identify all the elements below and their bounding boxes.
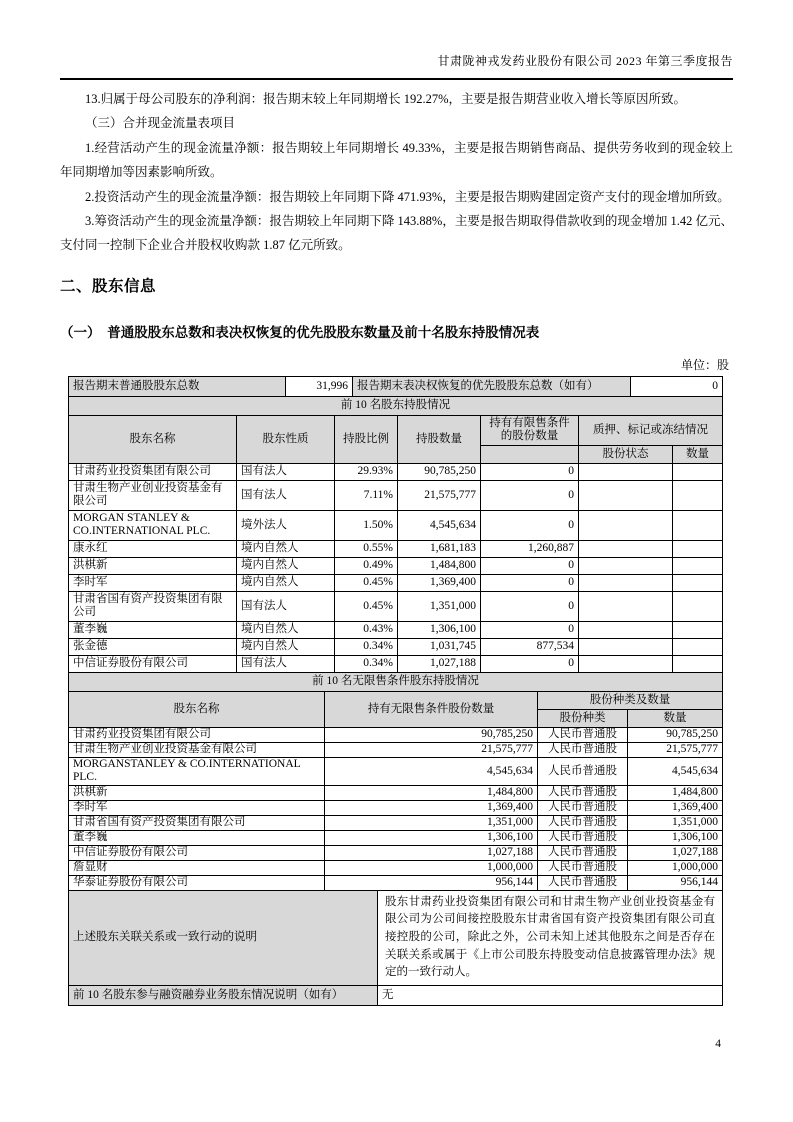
restricted-shares-cell: 0 <box>481 557 579 574</box>
share-type-cell: 人民币普通股 <box>538 727 628 742</box>
shareholder-name-cell: 张金德 <box>69 638 237 655</box>
holding-ratio-cell: 0.49% <box>335 557 398 574</box>
document-header <box>60 52 733 80</box>
top10-table-row <box>69 510 723 540</box>
share-type-cell: 人民币普通股 <box>538 875 628 890</box>
col-header-holding-ratio: 持股比例 <box>335 415 398 463</box>
pledge-qty-cell <box>673 540 723 557</box>
shareholder-name-cell: 甘肃省国有资产投资集团有限公司 <box>69 591 237 621</box>
shareholder-nature-cell: 国有法人 <box>237 480 335 510</box>
shareholder-count-row <box>69 376 723 396</box>
shareholder-nature-cell: 国有法人 <box>237 591 335 621</box>
unit-label: 单位：股 <box>680 357 729 372</box>
shareholder-nature-cell: 国有法人 <box>237 463 335 480</box>
top10-shareholders-table <box>68 396 723 673</box>
relation-note-text: 股东甘肃药业投资集团有限公司和甘肃生物产业创业投资基金有限公司为公司间接控股股东甘肃省国有资产投资集团有限公司直接控股的公司，除此之外，公司未知上述其他股东之间是否存在关联关系或属于《上市公司股东持股变动信息披露管理办法》规定的一致行动人。 <box>378 890 723 985</box>
share-qty-cell: 1,351,000 <box>628 815 723 830</box>
relation-note-row <box>69 890 723 985</box>
col-header-holding-shares: 持股数量 <box>398 415 481 463</box>
holding-ratio-cell: 0.55% <box>335 540 398 557</box>
paragraph-net-profit: 13.归属于母公司股东的净利润：报告期末较上年同期增长 192.27%，主要是报告期营业收入增长等原因所致。 <box>85 92 687 106</box>
shareholder-name-cell: MORGAN STANLEY & CO.INTERNATIONAL PLC. <box>69 510 237 540</box>
holding-shares-cell: 21,575,777 <box>398 480 481 510</box>
top10-table-row <box>69 480 723 510</box>
col-header-shareholder-nature: 股东性质 <box>237 415 335 463</box>
share-qty-cell: 21,575,777 <box>628 742 723 757</box>
holding-ratio-cell: 0.34% <box>335 655 398 672</box>
unrestricted-shares-cell: 1,306,100 <box>325 830 538 845</box>
shareholder-nature-cell: 境内自然人 <box>237 621 335 638</box>
shareholder-nature-cell: 境内自然人 <box>237 574 335 591</box>
shareholder-name-cell: 洪棋新 <box>69 557 237 574</box>
shareholder-count-table <box>68 376 723 397</box>
top10-table-body <box>69 463 723 672</box>
shareholder-name-cell: 中信证券股份有限公司 <box>69 655 237 672</box>
pledge-status-cell <box>579 591 673 621</box>
restricted-shares-cell: 0 <box>481 480 579 510</box>
unrestricted-table-title: 前 10 名无限售条件股东持股情况 <box>69 672 723 691</box>
unrestricted-name-cell: 董李巍 <box>69 830 325 845</box>
holding-shares-cell: 1,031,745 <box>398 638 481 655</box>
shareholder-nature-cell: 境内自然人 <box>237 638 335 655</box>
paragraph-financing-cashflow: 3.筹资活动产生的现金流量净额：报告期较上年同期下降 143.88%，主要是报告期取得借款收到的现金增加 1.42 亿元、支付同一控制下企业合并股权收购款 1.87 亿元所致。 <box>60 214 733 253</box>
section-heading-shareholder-info: 二、股东信息 <box>60 277 157 295</box>
page-content <box>60 87 733 1006</box>
restricted-shares-cell: 0 <box>481 510 579 540</box>
unrestricted-name-cell: 甘肃生物产业创业投资基金有限公司 <box>69 742 325 757</box>
share-type-cell: 人民币普通股 <box>538 742 628 757</box>
holding-ratio-cell: 0.45% <box>335 591 398 621</box>
unrestricted-table-row <box>69 742 723 757</box>
col-header-pledge-status: 股份状态 <box>579 445 673 463</box>
col-header-unrestricted-shares: 持有无限售条件股份数量 <box>325 691 538 727</box>
pledge-qty-cell <box>673 463 723 480</box>
top10-table-row <box>69 638 723 655</box>
holding-ratio-cell: 1.50% <box>335 510 398 540</box>
restricted-shares-cell: 0 <box>481 655 579 672</box>
col-header-shareholder-name: 股东名称 <box>69 415 237 463</box>
unrestricted-name-cell: 洪棋新 <box>69 785 325 800</box>
unrestricted-shares-cell: 1,369,400 <box>325 800 538 815</box>
share-qty-cell: 4,545,634 <box>628 757 723 785</box>
unrestricted-name-cell: 詹显财 <box>69 860 325 875</box>
paragraph-cashflow-heading: （三）合并现金流量表项目 <box>85 116 236 131</box>
unrestricted-shares-cell: 1,484,800 <box>325 785 538 800</box>
holding-shares-cell: 1,306,100 <box>398 621 481 638</box>
holding-ratio-cell: 7.11% <box>335 480 398 510</box>
unrestricted-table-title-row <box>69 672 723 691</box>
unrestricted-name-cell: 甘肃省国有资产投资集团有限公司 <box>69 815 325 830</box>
unrestricted-name-cell: 甘肃药业投资集团有限公司 <box>69 727 325 742</box>
top10-header-row-1 <box>69 415 723 445</box>
pledge-qty-cell <box>673 480 723 510</box>
preferred-shareholders-value: 0 <box>631 376 723 396</box>
share-type-cell: 人民币普通股 <box>538 785 628 800</box>
pledge-status-cell <box>579 510 673 540</box>
holding-shares-cell: 1,484,800 <box>398 557 481 574</box>
holding-shares-cell: 1,027,188 <box>398 655 481 672</box>
unrestricted-table-row <box>69 757 723 785</box>
unrestricted-shares-cell: 956,144 <box>325 875 538 890</box>
pledge-status-cell <box>579 621 673 638</box>
holding-shares-cell: 1,351,000 <box>398 591 481 621</box>
col-header-pledge-group: 质押、标记或冻结情况 <box>579 415 723 445</box>
share-type-cell: 人民币普通股 <box>538 815 628 830</box>
shareholder-nature-cell: 国有法人 <box>237 655 335 672</box>
shareholder-nature-cell: 境外法人 <box>237 510 335 540</box>
margin-trading-note-label: 前 10 名股东参与融资融券业务股东情况说明（如有） <box>69 985 378 1005</box>
top10-table-title: 前 10 名股东持股情况 <box>69 396 723 415</box>
top10-table-row <box>69 574 723 591</box>
unrestricted-name-cell: 李时军 <box>69 800 325 815</box>
paragraph-investing-cashflow: 2.投资活动产生的现金流量净额：报告期较上年同期下降 471.93%，主要是报告期购建固定资产支付的现金增加所致。 <box>85 189 730 204</box>
common-shareholders-label: 报告期末普通股股东总数 <box>69 376 286 396</box>
share-qty-cell: 90,785,250 <box>628 727 723 742</box>
col-header-share-type-group: 股份种类及数量 <box>538 691 723 709</box>
unrestricted-shares-cell: 21,575,777 <box>325 742 538 757</box>
pledge-qty-cell <box>673 638 723 655</box>
unrestricted-shares-cell: 90,785,250 <box>325 727 538 742</box>
unrestricted-table-row <box>69 830 723 845</box>
col-header-pledge-qty: 数量 <box>673 445 723 463</box>
holding-shares-cell: 90,785,250 <box>398 463 481 480</box>
unrestricted-table-body <box>69 727 723 890</box>
unrestricted-table-row <box>69 800 723 815</box>
shareholder-nature-cell: 境内自然人 <box>237 557 335 574</box>
pledge-status-cell <box>579 655 673 672</box>
unrestricted-name-cell: 中信证券股份有限公司 <box>69 845 325 860</box>
share-qty-cell: 1,000,000 <box>628 860 723 875</box>
col-header-restricted-shares: 持有有限售条件的股份数量 <box>481 415 579 445</box>
pledge-qty-cell <box>673 574 723 591</box>
pledge-status-cell <box>579 463 673 480</box>
holding-shares-cell: 1,681,183 <box>398 540 481 557</box>
unrestricted-table-row <box>69 875 723 890</box>
unrestricted-shareholders-table <box>68 672 723 891</box>
shareholder-name-cell: 李时军 <box>69 574 237 591</box>
share-type-cell: 人民币普通股 <box>538 860 628 875</box>
unrestricted-table-row <box>69 860 723 875</box>
share-type-cell: 人民币普通股 <box>538 757 628 785</box>
unrestricted-table-row <box>69 845 723 860</box>
margin-trading-note-row <box>69 985 723 1005</box>
shareholder-notes-table <box>68 890 723 1006</box>
pledge-status-cell <box>579 638 673 655</box>
shareholder-tables <box>68 376 724 1006</box>
pledge-qty-cell <box>673 621 723 638</box>
col-header-share-type: 股份种类 <box>538 709 628 727</box>
pledge-status-cell <box>579 557 673 574</box>
holding-ratio-cell: 29.93% <box>335 463 398 480</box>
col-header-restricted-empty <box>481 445 579 463</box>
pledge-qty-cell <box>673 591 723 621</box>
restricted-shares-cell: 0 <box>481 621 579 638</box>
unrestricted-shares-cell: 1,000,000 <box>325 860 538 875</box>
col-header-unrestricted-name: 股东名称 <box>69 691 325 727</box>
sub-heading-top10-table: （一） 普通股股东总数和表决权恢复的优先股股东数量及前十名股东持股情况表 <box>60 324 540 340</box>
unrestricted-shares-cell: 1,027,188 <box>325 845 538 860</box>
holding-ratio-cell: 0.45% <box>335 574 398 591</box>
page-number: 4 <box>715 1038 721 1050</box>
top10-table-row <box>69 463 723 480</box>
share-qty-cell: 1,369,400 <box>628 800 723 815</box>
holding-ratio-cell: 0.34% <box>335 638 398 655</box>
top10-table-row <box>69 621 723 638</box>
holding-ratio-cell: 0.43% <box>335 621 398 638</box>
shareholder-name-cell: 康永红 <box>69 540 237 557</box>
share-qty-cell: 956,144 <box>628 875 723 890</box>
unrestricted-table-row <box>69 785 723 800</box>
unrestricted-shares-cell: 4,545,634 <box>325 757 538 785</box>
shareholder-name-cell: 甘肃生物产业创业投资基金有限公司 <box>69 480 237 510</box>
common-shareholders-value: 31,996 <box>286 376 353 396</box>
unrestricted-table-row <box>69 727 723 742</box>
pledge-qty-cell <box>673 557 723 574</box>
pledge-status-cell <box>579 480 673 510</box>
paragraph-operating-cashflow: 1.经营活动产生的现金流量净额：报告期较上年同期增长 49.33%，主要是报告期销售商品、提供劳务收到的现金较上年同期增加等因素影响所致。 <box>60 140 733 180</box>
report-title: 甘肃陇神戎发药业股份有限公司 2023 年第三季度报告 <box>437 54 733 68</box>
share-qty-cell: 1,027,188 <box>628 845 723 860</box>
holding-shares-cell: 4,545,634 <box>398 510 481 540</box>
preferred-shareholders-label: 报告期末表决权恢复的优先股股东总数（如有） <box>353 376 631 396</box>
share-qty-cell: 1,306,100 <box>628 830 723 845</box>
unrestricted-shares-cell: 1,351,000 <box>325 815 538 830</box>
restricted-shares-cell: 0 <box>481 463 579 480</box>
margin-trading-note-value: 无 <box>378 985 723 1005</box>
unrestricted-table-row <box>69 815 723 830</box>
col-header-share-qty: 数量 <box>628 709 723 727</box>
pledge-status-cell <box>579 574 673 591</box>
restricted-shares-cell: 0 <box>481 591 579 621</box>
relation-note-label: 上述股东关联关系或一致行动的说明 <box>69 890 378 985</box>
shareholder-nature-cell: 境内自然人 <box>237 540 335 557</box>
share-qty-cell: 1,484,800 <box>628 785 723 800</box>
top10-table-row <box>69 591 723 621</box>
restricted-shares-cell: 877,534 <box>481 638 579 655</box>
restricted-shares-cell: 0 <box>481 574 579 591</box>
shareholder-name-cell: 甘肃药业投资集团有限公司 <box>69 463 237 480</box>
pledge-status-cell <box>579 540 673 557</box>
shareholder-name-cell: 董李巍 <box>69 621 237 638</box>
share-type-cell: 人民币普通股 <box>538 845 628 860</box>
top10-table-row <box>69 557 723 574</box>
share-type-cell: 人民币普通股 <box>538 830 628 845</box>
pledge-qty-cell <box>673 655 723 672</box>
top10-table-title-row <box>69 396 723 415</box>
holding-shares-cell: 1,369,400 <box>398 574 481 591</box>
unrestricted-name-cell: 华泰证券股份有限公司 <box>69 875 325 890</box>
top10-table-row <box>69 540 723 557</box>
top10-table-row <box>69 655 723 672</box>
pledge-qty-cell <box>673 510 723 540</box>
unrestricted-name-cell: MORGANSTANLEY & CO.INTERNATIONAL PLC. <box>69 757 325 785</box>
unrestricted-header-row-1 <box>69 691 723 709</box>
restricted-shares-cell: 1,260,887 <box>481 540 579 557</box>
share-type-cell: 人民币普通股 <box>538 800 628 815</box>
